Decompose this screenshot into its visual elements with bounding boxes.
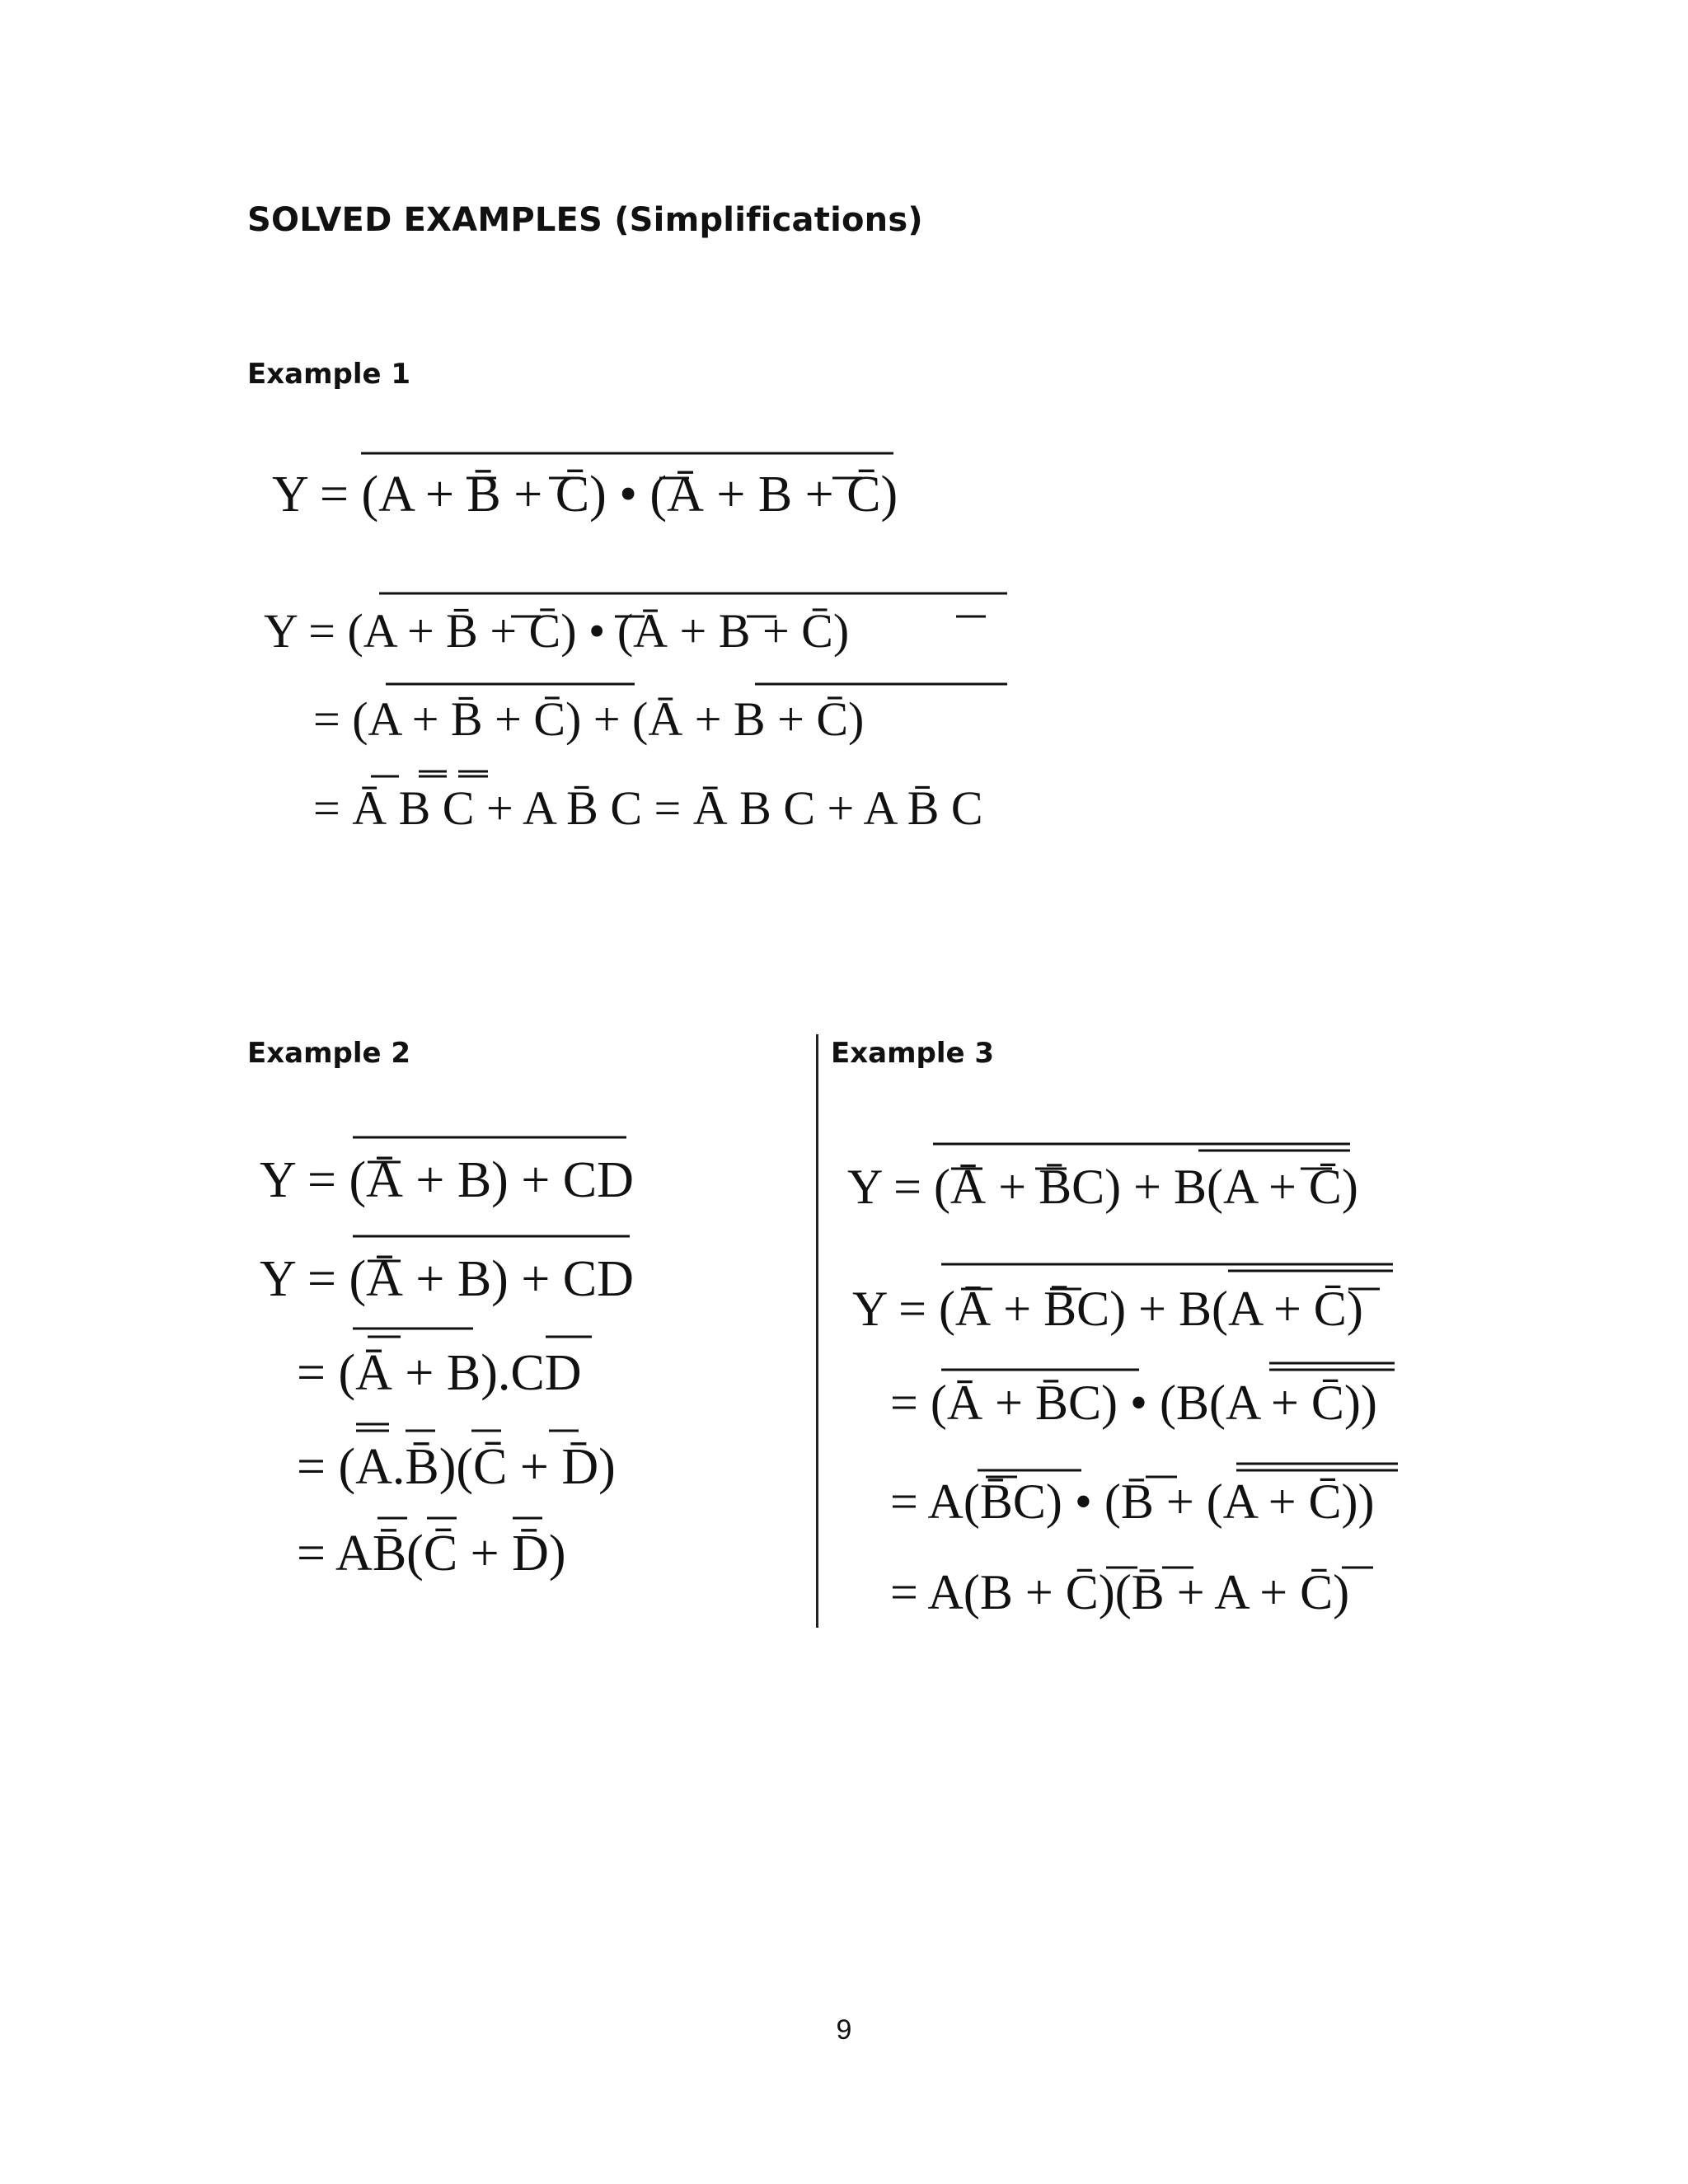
example-3-statement: Y = (Ā + B̄C) + B(A + C̄) xyxy=(847,1160,1358,1214)
example-3-step-2: = (Ā + B̄C) • (B(A + C̄)) xyxy=(890,1376,1377,1430)
example-1-label: Example 1 xyxy=(247,358,411,391)
example-1-step-3: = Ā B C + A B̄ C = Ā B C + A B̄ C xyxy=(313,781,983,835)
page-number: 9 xyxy=(836,2014,852,2046)
example-1-step-1: Y = (A + B̄ + C̄) • (Ā + B + C̄) xyxy=(264,604,850,658)
example-2-statement: Y = (Ā + B) + CD xyxy=(260,1152,634,1208)
example-3-step-3: = A(B̄C) • (B̄ + (A + C̄)) xyxy=(890,1474,1375,1529)
example-1-step-2: = (A + B̄ + C̄) + (Ā + B + C̄) xyxy=(313,692,865,746)
example-2-label: Example 2 xyxy=(247,1037,411,1070)
example-2-equations xyxy=(256,1121,668,1599)
example-3-step-4: = A(B + C̄)(B̄ + A + C̄) xyxy=(890,1565,1350,1619)
example-3-step-1: Y = (Ā + B̄C) + B(A + C̄) xyxy=(852,1282,1363,1336)
example-2-step-1: Y = (Ā + B) + CD xyxy=(260,1251,634,1307)
example-1-statement: Y = (A + B̄ + C̄) • (Ā + B + C̄) xyxy=(272,466,898,523)
example-1-equations xyxy=(264,445,1071,841)
example-2-step-2: = (Ā + B).CD xyxy=(297,1345,582,1401)
example-2-step-3: = (A.B̄)(C̄ + D̄) xyxy=(297,1439,616,1495)
example-3-label: Example 3 xyxy=(831,1037,995,1070)
example-2-step-4: = AB̄(C̄ + D̄) xyxy=(297,1526,566,1582)
column-divider xyxy=(816,1034,818,1628)
example-3-equations xyxy=(841,1131,1451,1642)
page-heading: SOLVED EXAMPLES (Simplifications) xyxy=(247,201,923,239)
